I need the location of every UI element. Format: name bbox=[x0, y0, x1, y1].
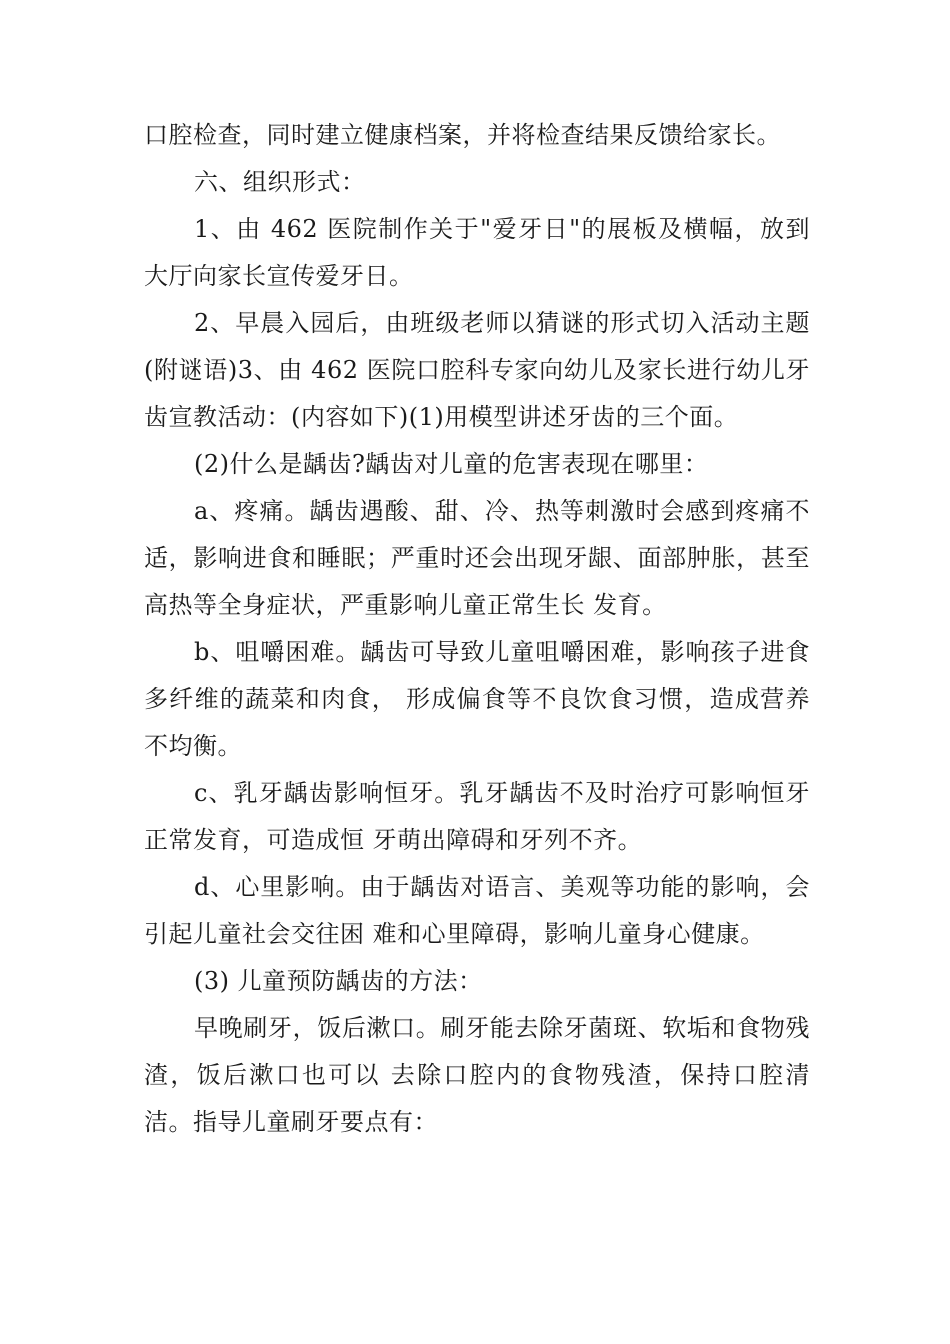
paragraph-item-c: c、乳牙龋齿影响恒牙。乳牙龋齿不及时治疗可影响恒牙正常发育，可造成恒 牙萌出障碍和牙列不齐。 bbox=[144, 779, 810, 854]
paragraph-brushing: 早晚刷牙，饭后漱口。刷牙能去除牙菌斑、软垢和食物残渣，饭后漱口也可以 去除口腔内的食物残渣，保持口腔清洁。指导儿童刷牙要点有： bbox=[144, 1014, 810, 1136]
paragraph-oral-exam: 口腔检查，同时建立健康档案，并将检查结果反馈给家长。 bbox=[144, 121, 781, 149]
paragraph-item-1: 1、由 462 医院制作关于"爱牙日"的展板及横幅，放到大厅向家长宣传爱牙日。 bbox=[144, 215, 810, 290]
document-body bbox=[144, 112, 810, 1146]
paragraph-item-b: b、咀嚼困难。龋齿可导致儿童咀嚼困难，影响孩子进食多纤维的蔬菜和肉食， 形成偏食等不良饮食习惯，造成营养不均衡。 bbox=[144, 638, 810, 760]
heading-organization-form: 六、组织形式： bbox=[194, 168, 366, 196]
paragraph-item-2: 2、早晨入园后，由班级老师以猜谜的形式切入活动主题(附谜语)3、由 462 医院口腔科专家向幼儿及家长进行幼儿牙齿宣教活动：(内容如下)(1)用模型讲述牙齿的三个面。 bbox=[144, 309, 810, 431]
paragraph-item-a: a、疼痛。龋齿遇酸、甜、冷、热等刺激时会感到疼痛不适，影响进食和睡眠；严重时还会出现牙龈、面部肿胀，甚至高热等全身症状，严重影响儿童正常生长 发育。 bbox=[144, 497, 810, 619]
paragraph-what-is-caries: (2)什么是龋齿?龋齿对儿童的危害表现在哪里： bbox=[194, 450, 709, 478]
heading-prevention-methods: (3) 儿童预防龋齿的方法： bbox=[194, 967, 483, 995]
paragraph-item-d: d、心里影响。由于龋齿对语言、美观等功能的影响，会引起儿童社会交往困 难和心里障碍，影响儿童身心健康。 bbox=[144, 873, 810, 948]
